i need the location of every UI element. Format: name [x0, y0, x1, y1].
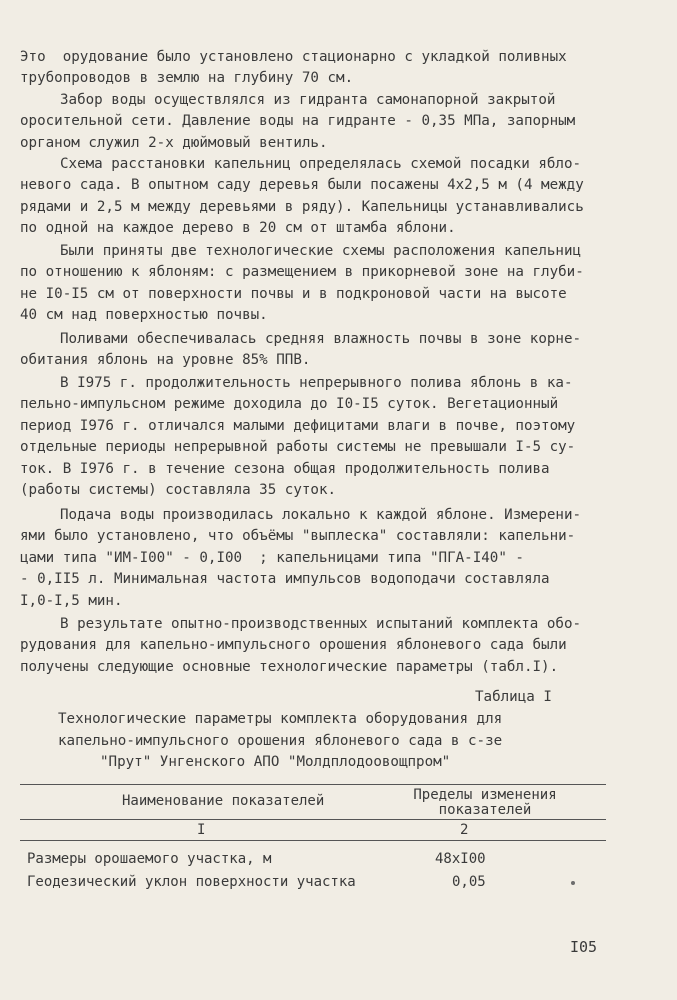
- text-line: Были приняты две технологические схемы расположения капельниц: [60, 243, 582, 259]
- text-line: отдельные периоды непрерывной работы системы не превышали I-5 су-: [20, 439, 576, 456]
- text-line: по отношению к яблоням: с размещением в прикорневой зоне на глуби-: [20, 264, 584, 281]
- paragraph-6: [20, 373, 608, 501]
- text-line: не I0-I5 см от поверхности почвы и в подкроновой части на высоте: [20, 285, 567, 302]
- text-line: период I976 г. отличался малыми дефицитами влаги в почве, поэтому: [20, 417, 576, 434]
- table-title-line: капельно-импульсного орошения яблоневого сада в с-зе: [58, 733, 503, 749]
- text-line: Подача воды производилась локально к каждой яблоне. Измерени-: [60, 507, 582, 523]
- paragraph-1: [20, 47, 608, 90]
- table-row-value: 0,05: [452, 874, 486, 890]
- paragraph-7: [20, 505, 608, 612]
- table-row-name: Геодезический уклон поверхности участка: [27, 874, 356, 890]
- text-line: В I975 г. продолжительность непрерывного полива яблонь в ка-: [60, 375, 573, 391]
- text-line: рядами и 2,5 м между деревьями в ряду). Капельницы устанавливались: [20, 198, 584, 215]
- text-line: пельно-импульсном режиме доходила до I0-I5 суток. Вегетационный: [20, 396, 559, 413]
- paragraph-2: [20, 90, 608, 154]
- table-row-value: 48хI00: [435, 851, 486, 867]
- text-line: 40 см над поверхностью почвы.: [20, 307, 268, 324]
- table-rule-top: [20, 784, 606, 785]
- col2-number: 2: [460, 822, 469, 838]
- paragraph-4: [20, 241, 608, 327]
- col1-header: Наименование показателей: [122, 793, 325, 809]
- text-line: Это орудование было установлено стационарно с укладкой поливных: [20, 49, 567, 65]
- text-line: органом служил 2-х дюймовый вентиль.: [20, 134, 328, 151]
- text-line: рудования для капельно-импульсного орошения яблоневого сада были: [20, 637, 567, 654]
- text-line: ями было установлено, что объёмы "выплеска" составляли: капельни-: [20, 528, 576, 545]
- text-line: - 0,II5 л. Минимальная частота импульсов водоподачи составляла: [20, 571, 550, 588]
- col1-number: I: [197, 822, 206, 838]
- text-line: В результате опытно-производственных испытаний комплекта обо-: [60, 616, 582, 632]
- table-rule-numbers: [20, 840, 606, 841]
- text-line: по одной на каждое дерево в 20 см от штамба яблони.: [20, 220, 456, 237]
- col2-header-line: Пределы изменения: [413, 787, 557, 803]
- text-line: Схема расстановки капельниц определялась схемой посадки ябло-: [60, 156, 582, 172]
- text-line: невого сада. В опытном саду деревья были посажены 4х2,5 м (4 между: [20, 177, 584, 194]
- text-line: обитания яблонь на уровне 85% ППВ.: [20, 352, 311, 369]
- text-line: ток. В I976 г. в течение сезона общая продолжительность полива: [20, 460, 550, 477]
- table-title-line: Технологические параметры комплекта оборудования для: [58, 711, 503, 727]
- text-line: I,0-I,5 мин.: [20, 592, 123, 609]
- table-row-name: Размеры орошаемого участка, м: [27, 851, 272, 867]
- paragraph-5: [20, 329, 608, 372]
- table-label: Таблица I: [475, 689, 552, 705]
- text-line: получены следующие основные технологические параметры (табл.I).: [20, 658, 559, 675]
- scan-speck: [571, 881, 575, 885]
- text-line: цами типа "ИМ-I00" - 0,I00 ; капельницами типа "ПГА-I40" -: [20, 549, 524, 566]
- table-title-line: "Прут" Унгенского АПО "Молдплодоовощпром": [100, 754, 451, 770]
- paragraph-8: [20, 614, 608, 678]
- table-rule-header: [20, 819, 606, 820]
- text-line: трубопроводов в землю на глубину 70 см.: [20, 70, 354, 87]
- text-line: Поливами обеспечивалась средняя влажность почвы в зоне корне-: [60, 331, 582, 347]
- text-line: оросительной сети. Давление воды на гидранте - 0,35 МПа, запорным: [20, 113, 576, 130]
- col2-header-line: показателей: [438, 802, 532, 818]
- text-line: Забор воды осуществлялся из гидранта самонапорной закрытой: [60, 92, 556, 108]
- page-number: I05: [570, 938, 598, 956]
- paragraph-3: [20, 154, 608, 240]
- text-line: (работы системы) составляла 35 суток.: [20, 482, 337, 499]
